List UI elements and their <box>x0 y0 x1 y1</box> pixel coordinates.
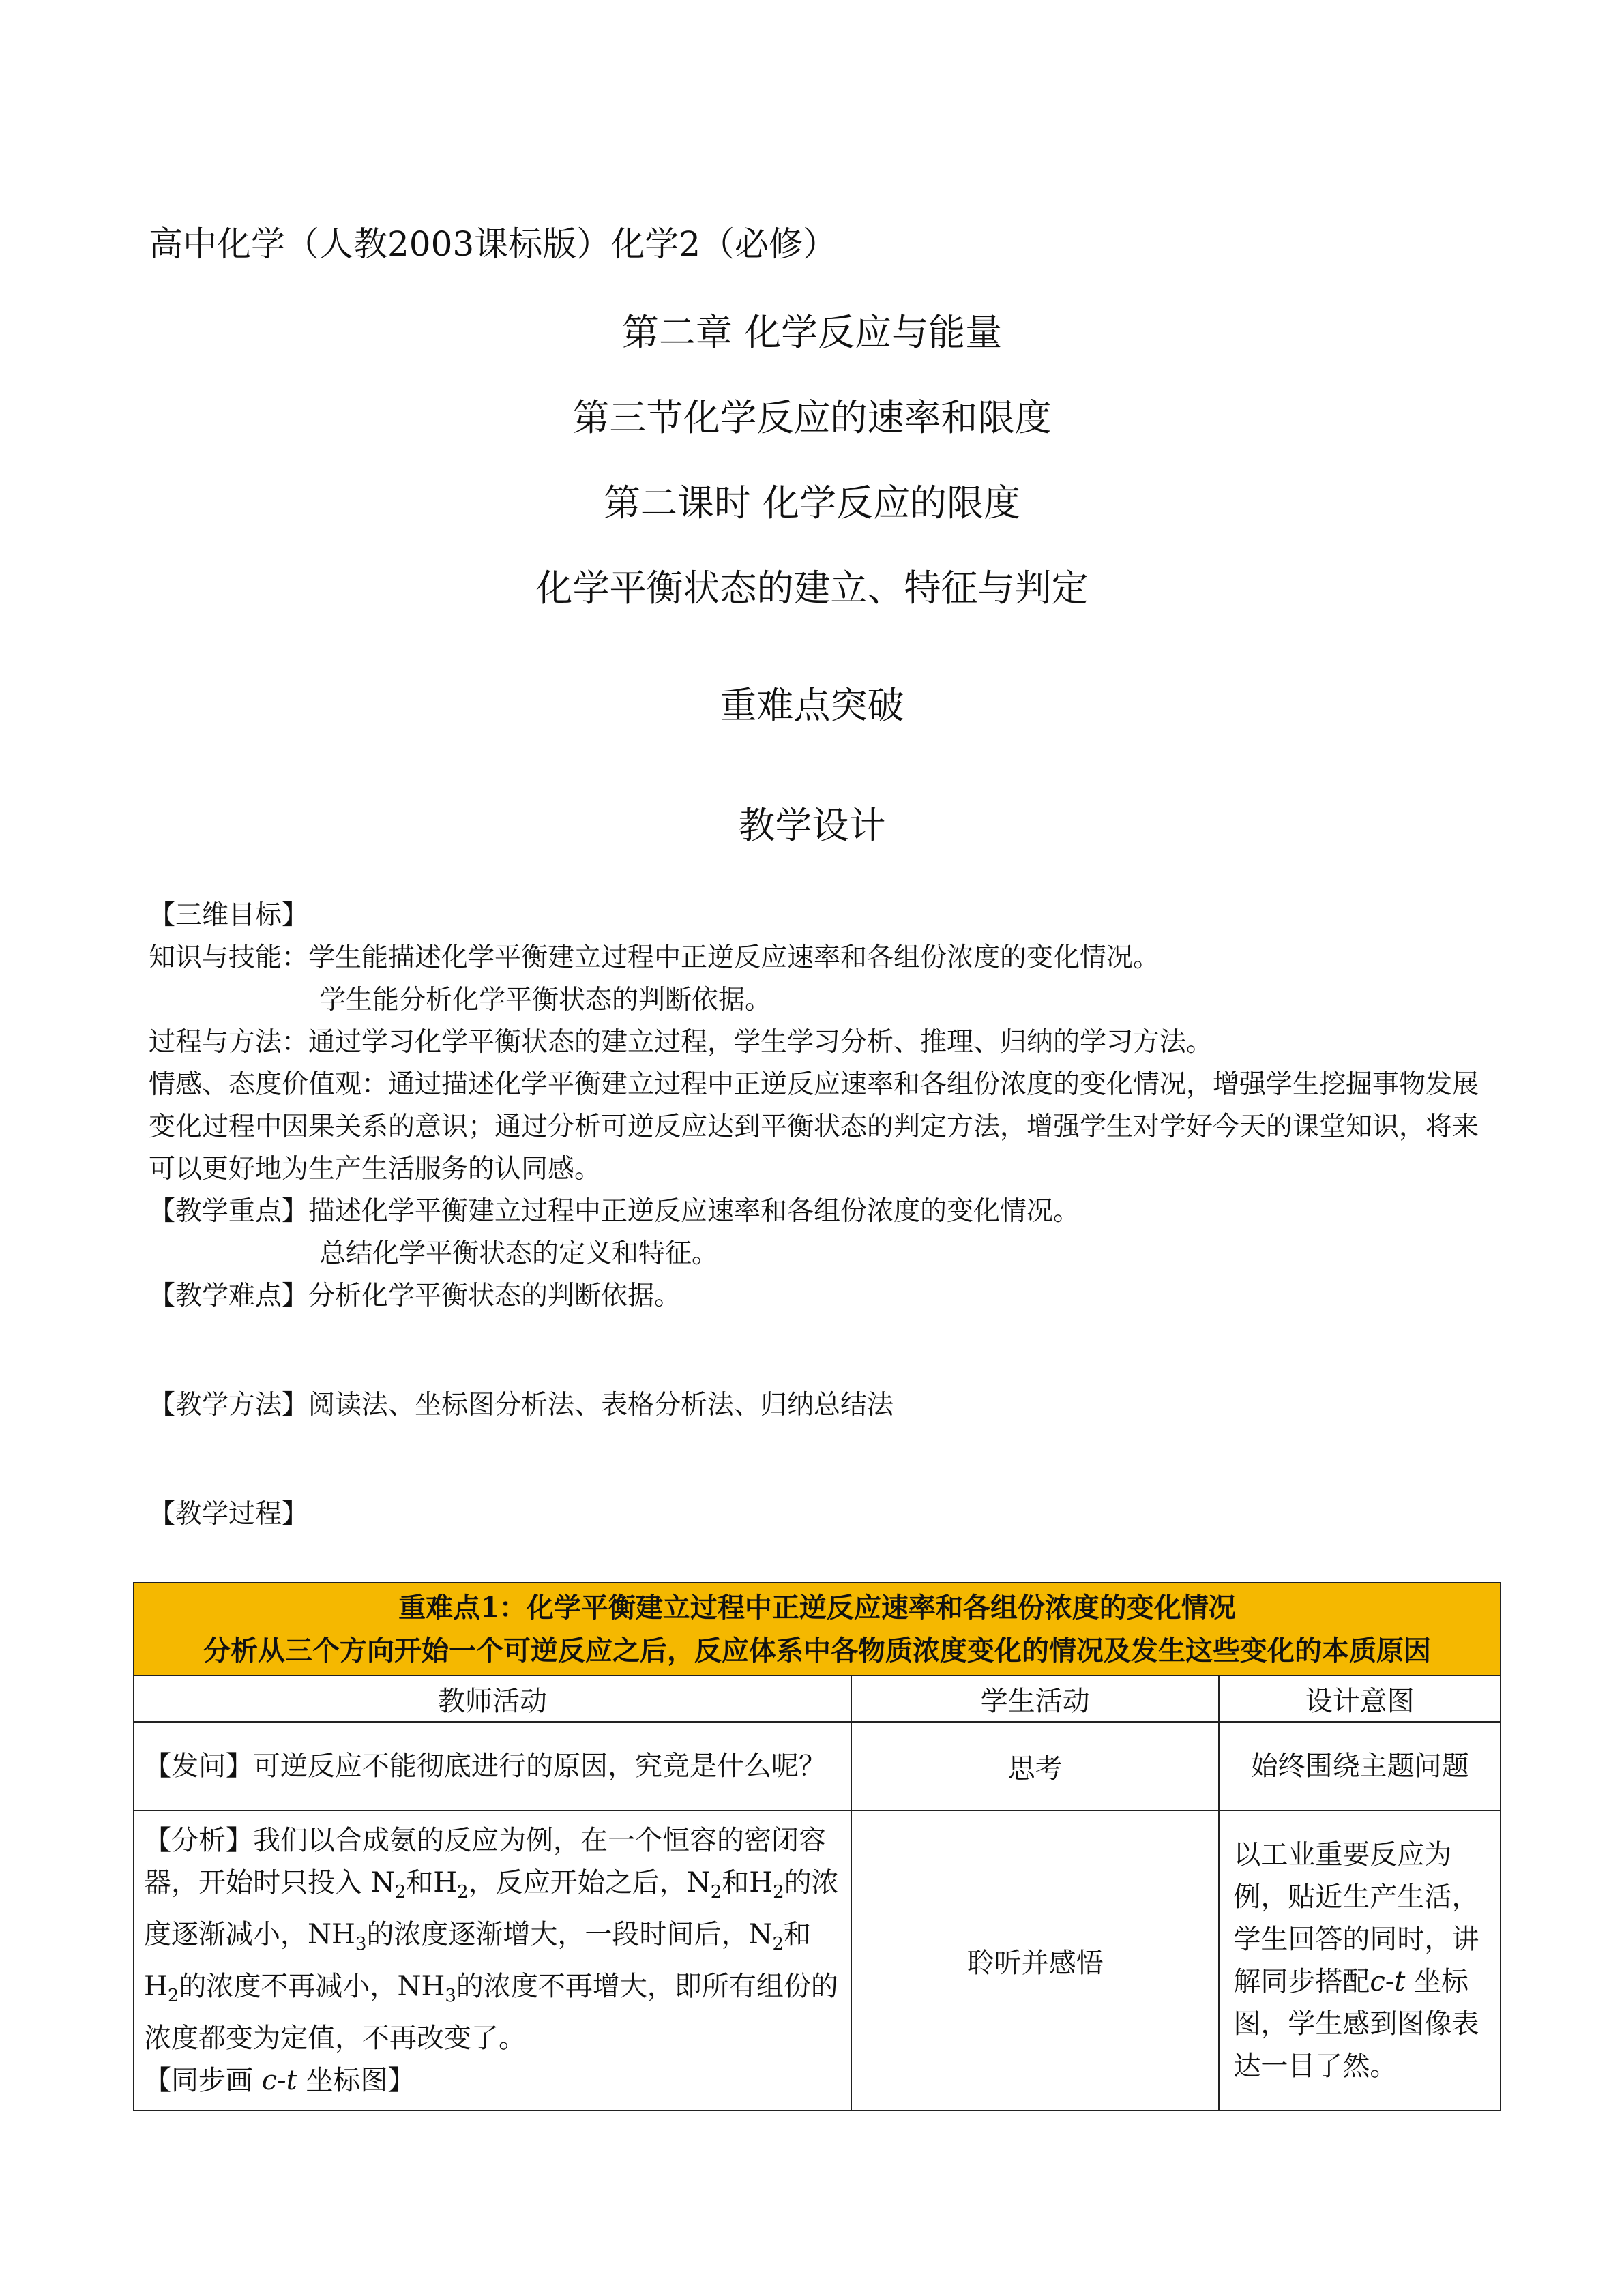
key-point-2: 总结化学平衡状态的定义和特征。 <box>319 1238 719 1269</box>
emotion-label: 情感、态度价值观： <box>149 1069 389 1100</box>
lesson-table <box>133 1582 1501 2111</box>
lesson-title: 第二课时 化学反应的限度 <box>603 481 1021 524</box>
process-heading: 【教学过程】 <box>149 1499 309 1530</box>
emotion-line <box>149 1064 1486 1191</box>
emotion-text: 通过描述化学平衡建立过程中正逆反应速率和各组份浓度的变化情况，增强学生挖掘事物发展变化过程中因果关系的意识；通过分析可逆反应达到平衡状态的判定方法，增强学生对学好今天的课堂知识，将来可以更好地为生产生活服务的认同感。 <box>149 1069 1479 1184</box>
process-line <box>149 1022 1486 1064</box>
knowledge-item-2: 学生能分析化学平衡状态的判断依据。 <box>319 985 772 1015</box>
section-title: 第三节化学反应的速率和限度 <box>572 396 1052 439</box>
row2-draw-note: 【同步画 c-t 坐标图】 <box>144 2065 415 2096</box>
doc-type-title: 教学设计 <box>738 804 886 847</box>
course-title: 高中化学（人教2003课标版）化学2（必修） <box>149 224 838 264</box>
table-header-cell <box>134 1583 1501 1675</box>
key-points-label: 【教学重点】 <box>149 1196 309 1227</box>
knowledge-item-1: 学生能描述化学平衡建立过程中正逆反应速率和各组份浓度的变化情况。 <box>308 942 1160 973</box>
key-point-1: 描述化学平衡建立过程中正逆反应速率和各组份浓度的变化情况。 <box>308 1196 1080 1227</box>
row2-teacher: 【分析】我们以合成氨的反应为例，在一个恒容的密闭容器，开始时只投入 $N_2$和$H_2$，反应开始之后，$N_2$和$H_2$的浓度逐渐减小，$NH_3$的浓度逐渐增大，一段时间后，$N_2$和$H_2$的浓度不再减小，$NH_3$的浓度不再增大，即所有组份的浓度都变为定值，不再改变了。 【同步画 c-t 坐标图】 <box>134 1810 851 2111</box>
knowledge-label: 知识与技能： <box>149 942 309 973</box>
col-teacher-activity: 教师活动 <box>134 1675 851 1722</box>
table-title-1: 重难点1：化学平衡建立过程中正逆反应速率和各组份浓度的变化情况 <box>398 1592 1236 1624</box>
row1-intent: 始终围绕主题问题 <box>1219 1722 1501 1810</box>
goals-heading: 【三维目标】 <box>149 900 309 931</box>
knowledge-line <box>149 937 1486 979</box>
process-label: 过程与方法： <box>149 1027 309 1058</box>
row2-intent: 以工业重要反应为例，贴近生产生活，学生回答的同时，讲解同步搭配c-t 坐标图，学生感到图像表达一目了然。 <box>1219 1810 1501 2111</box>
goals-section <box>149 895 1486 1317</box>
row2-student: 聆听并感悟 <box>851 1810 1219 2111</box>
table-title-2: 分析从三个方向开始一个可逆反应之后，反应体系中各物质浓度变化的情况及发生这些变化的本质原因 <box>203 1635 1431 1667</box>
column-header-row <box>134 1675 1501 1722</box>
topic-title: 化学平衡状态的建立、特征与判定 <box>535 567 1089 610</box>
chapter-title: 第二章 化学反应与能量 <box>621 311 1003 354</box>
col-student-activity: 学生活动 <box>851 1675 1219 1722</box>
methods-text: 阅读法、坐标图分析法、表格分析法、归纳总结法 <box>308 1390 894 1420</box>
difficult-point: 分析化学平衡状态的判断依据。 <box>308 1281 681 1311</box>
methods-label: 【教学方法】 <box>149 1390 309 1420</box>
subtitle: 重难点突破 <box>720 684 904 727</box>
table-row <box>134 1722 1501 1810</box>
difficult-points-line <box>149 1275 1486 1317</box>
row1-student: 思考 <box>851 1722 1219 1810</box>
process-text: 通过学习化学平衡状态的建立过程，学生学习分析、推理、归纳的学习方法。 <box>308 1027 1213 1058</box>
difficult-points-label: 【教学难点】 <box>149 1281 309 1311</box>
table-header-row <box>134 1583 1501 1675</box>
key-points-line <box>149 1191 1486 1233</box>
methods-line <box>149 1384 1486 1427</box>
table-row <box>134 1810 1501 2111</box>
row1-teacher: 【发问】可逆反应不能彻底进行的原因，究竟是什么呢？ <box>134 1722 851 1810</box>
col-design-intent: 设计意图 <box>1219 1675 1501 1722</box>
